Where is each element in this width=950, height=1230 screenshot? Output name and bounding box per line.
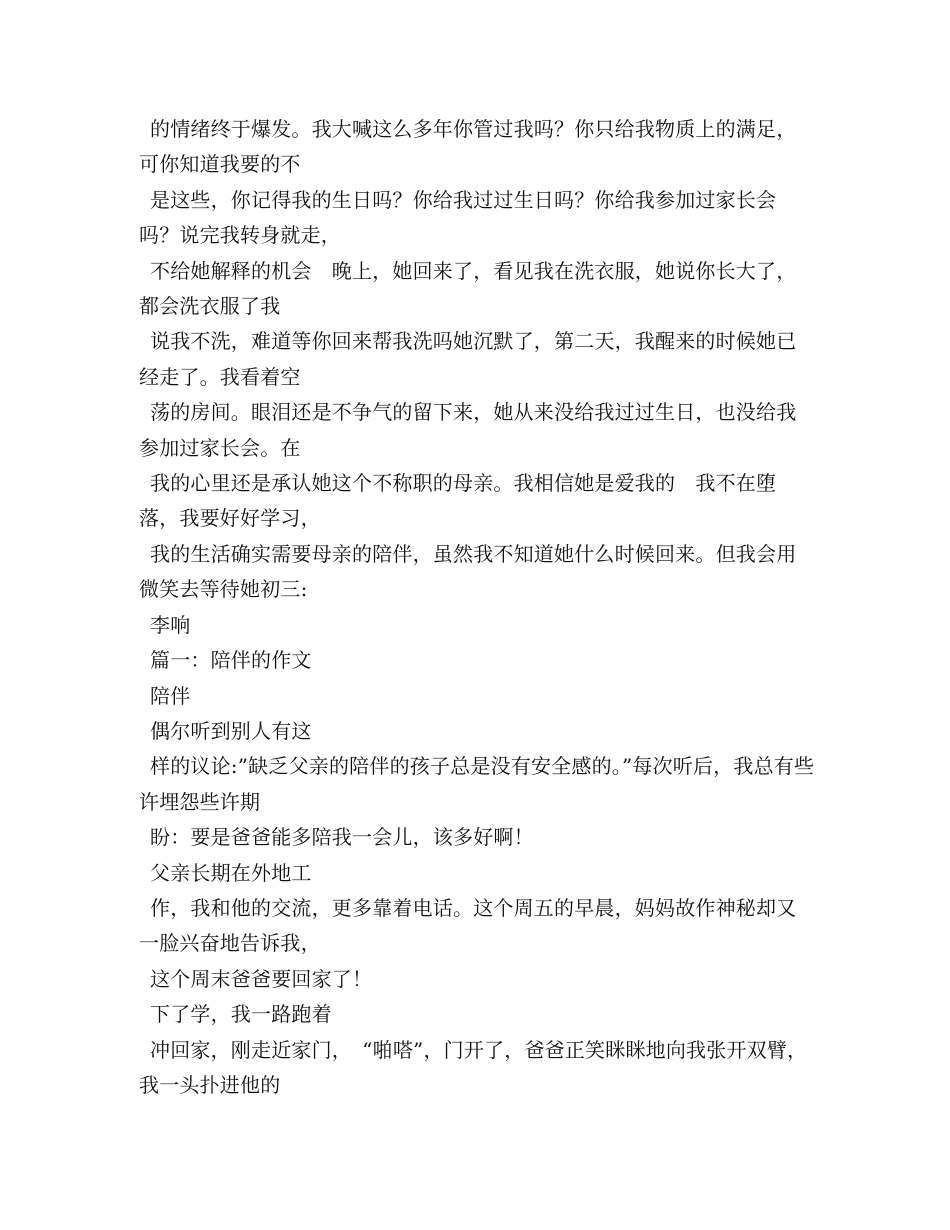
paragraph: 篇一：陪伴的作文 [150,648,312,673]
paragraph: 不给她解释的机会 晚上，她回来了，看见我在洗衣服，她说你长大了，都会洗衣服了我 [139,258,797,319]
paragraph: 作，我和他的交流，更多靠着电话。这个周五的早晨，妈妈故作神秘却又一脸兴奋地告诉我， [139,895,797,956]
paragraph: 样的议论:”缺乏父亲的陪伴的孩子总是没有安全感的。”每次听后，我总有些许埋怨些许期 [139,754,815,814]
paragraph: 偶尔听到别人有这 [150,718,312,743]
paragraph: 我的生活确实需要母亲的陪伴，虽然我不知道她什么时候回来。但我会用微笑去等待她初三: [139,541,797,602]
paragraph: 盼：要是爸爸能多陪我一会儿，该多好啊！ [150,825,534,850]
paragraph: 冲回家，刚走近家门， “啪嗒”，门开了，爸爸正笑眯眯地向我张开双臂，我一头扑进他的 [139,1037,808,1097]
paragraph: 这个周末爸爸要回家了！ [150,966,373,991]
paragraph: 是这些，你记得我的生日吗？你给我过过生日吗？你给我参加过家长会吗？说完我转身就走， [139,187,777,248]
paragraph: 下了学，我一路跑着 [150,1002,332,1027]
paragraph: 陪伴 [150,683,191,708]
document-body [139,112,815,1103]
paragraph: 说我不洗，难道等你回来帮我洗吗她沉默了，第二天，我醒来的时候她已经走了。我看着空 [139,329,797,389]
paragraph: 的情绪终于爆发。我大喊这么多年你管过我吗？你只给我物质上的满足，可你知道我要的不 [139,117,797,177]
paragraph: 李响 [150,612,191,637]
paragraph: 荡的房间。眼泪还是不争气的留下来，她从来没给我过过生日，也没给我参加过家长会。在 [139,400,797,460]
paragraph: 父亲长期在外地工 [150,860,312,885]
paragraph: 我的心里还是承认她这个不称职的母亲。我相信她是爱我的 我不在堕落，我要好好学习， [139,471,777,531]
